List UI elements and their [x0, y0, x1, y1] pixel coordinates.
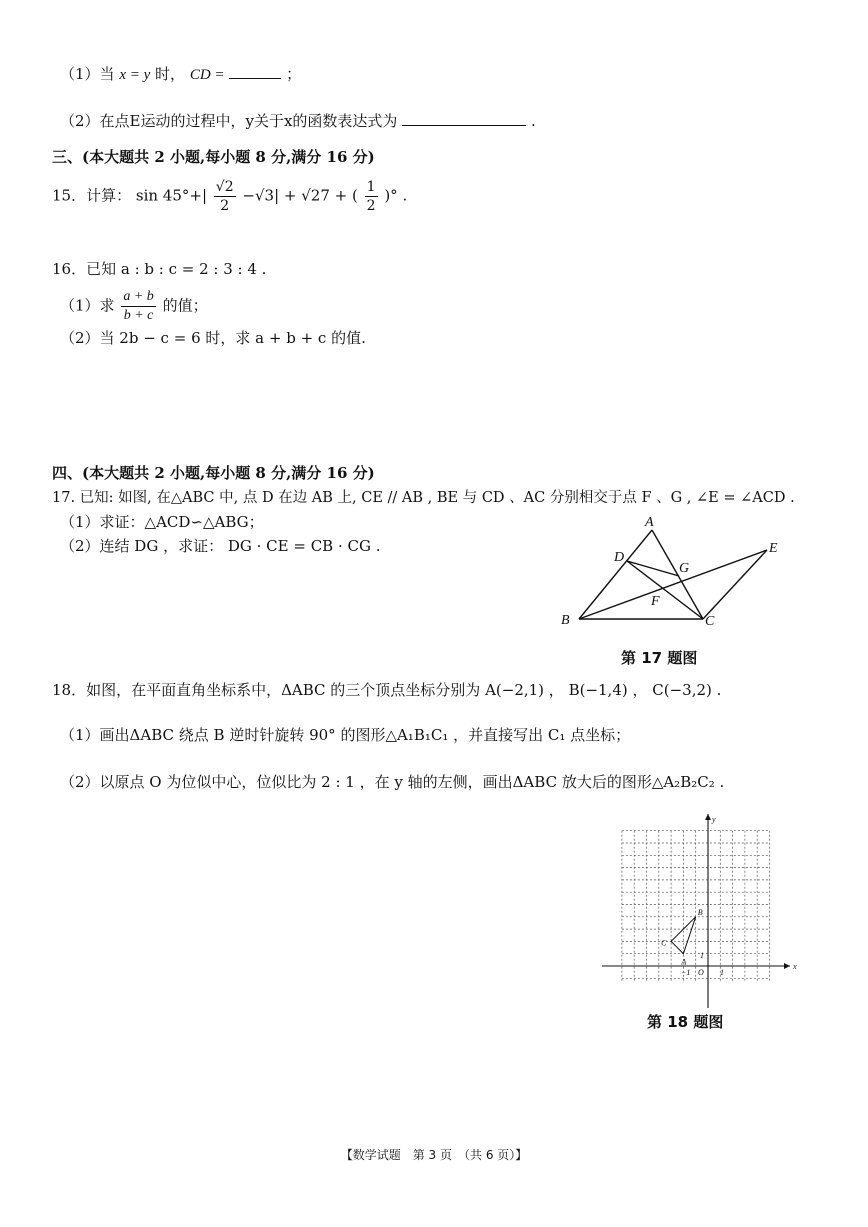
q17-part2: （2）连结 DG ，求证： DG · CE = CB · CG . — [60, 537, 381, 555]
y-axis-label: y — [712, 815, 716, 824]
q17-geometry-figure — [555, 512, 795, 632]
segment-dc — [627, 561, 703, 619]
fraction-one-half: $\frac{1}{2}$ — [366, 179, 376, 214]
label-b: B — [561, 613, 570, 628]
label-e: E — [769, 541, 778, 556]
q14-part2: （2）在点E运动的过程中，y关于x的函数表达式为 . — [60, 112, 536, 130]
q17-part1: （1）求证：△ACD∽△ABG； — [60, 513, 264, 531]
fraction-sqrt2-over-2: $\frac{√2}{2}$ — [215, 179, 234, 214]
answer-blank-function[interactable] — [402, 111, 526, 126]
x-tick-neg1: −1 — [681, 968, 691, 977]
label-g: G — [679, 561, 690, 576]
segment-ce — [703, 550, 767, 619]
q18-part2: （2）以原点 O 为位似中心，位似比为 2 : 1 ，在 y 轴的左侧，画出ΔABC 放大后的图形△A₂B₂C₂ . — [60, 773, 725, 791]
q18-stem: 18．如图，在平面直角坐标系中，ΔABC 的三个顶点坐标分别为 A(−2,1) ， B(−1,4) ， C(−3,2) . — [52, 681, 722, 699]
q14-part1: （1）当 x = y 时， CD = ； — [60, 65, 302, 83]
q18-figure-caption: 第 18 题图 — [647, 1013, 724, 1031]
point-b-label: B — [697, 907, 703, 917]
x-axis-label: x — [793, 962, 797, 971]
origin-label: O — [698, 968, 704, 977]
label-a: A — [645, 515, 654, 530]
point-c-label: C — [661, 938, 667, 948]
q17-stem: 17. 已知: 如图, 在△ABC 中, 点 D 在边 AB 上, CE // AB , BE 与 CD 、AC 分别相交于点 F 、G , ∠E = ∠ACD . — [52, 490, 795, 506]
label-f: F — [651, 594, 660, 609]
q16-part2: （2）当 2b − c = 6 时，求 a + b + c 的值. — [60, 329, 366, 347]
fraction-ab-over-bc: $\frac{a + b}{b + c}$ — [123, 289, 154, 323]
q16-part1: （1）求 $\frac{a + b}{b + c}$ 的值； — [60, 289, 208, 323]
label-d: D — [614, 550, 625, 565]
answer-blank-cd[interactable] — [229, 64, 281, 79]
q17-figure-caption: 第 17 题图 — [621, 649, 698, 667]
x-axis-arrow-icon — [784, 963, 790, 969]
section-4-heading: 四、(本大题共 2 小题,每小题 8 分,满分 16 分) — [52, 464, 375, 482]
section-3-heading: 三、(本大题共 2 小题,每小题 8 分,满分 16 分) — [52, 148, 375, 166]
q15-expression: 15．计算： sin 45°+| $\frac{√2}{2}$ −√3| + √27 + ( $\frac{1}{2}$ )° . — [52, 179, 408, 214]
x-tick-1: 1 — [720, 968, 724, 977]
page-footer: 【数学试题 第 3 页 （共 6 页）】 — [340, 1148, 528, 1162]
q18-coordinate-grid — [600, 810, 800, 1010]
point-a-label: A — [681, 957, 687, 967]
q18-part1: （1）画出ΔABC 绕点 B 逆时针旋转 90° 的图形△A₁B₁C₁ ，并直接写出 C₁ 点坐标； — [60, 726, 631, 744]
label-c: C — [705, 614, 715, 629]
segment-ac — [652, 530, 703, 619]
y-axis-arrow-icon — [705, 814, 711, 820]
q16-stem: 16．已知 a : b : c = 2 : 3 : 4 . — [52, 260, 267, 278]
y-tick-1: 1 — [700, 951, 704, 960]
